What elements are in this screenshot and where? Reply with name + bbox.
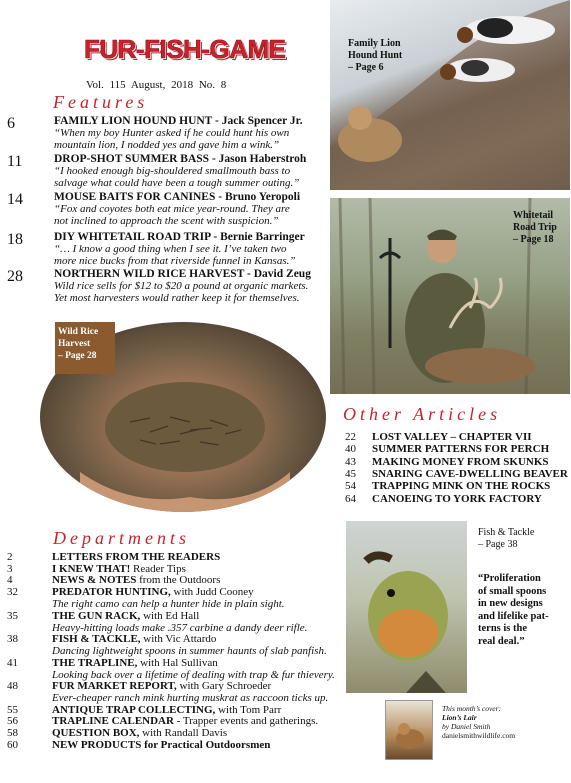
department-title: FUR MARKET REPORT, [52, 680, 177, 693]
article-entry[interactable] [345, 443, 549, 456]
department-page: 35 [7, 609, 18, 622]
department-page: 32 [7, 586, 18, 599]
feature-desc-line2: not inclined to approach the scent with suspicion.” [54, 215, 279, 227]
department-desc: Dancing lightweight spoons in summer haunts of slab panfish. [52, 645, 327, 658]
article-title: MAKING MONEY FROM SKUNKS [372, 455, 549, 468]
cover-thumbnail [385, 700, 433, 760]
department-page: 55 [7, 703, 18, 716]
lion-photo-caption: Family Lion Hound Hunt – Page 6 [348, 38, 403, 73]
article-entry[interactable] [345, 493, 542, 506]
article-page: 64 [345, 492, 356, 505]
department-subtitle: Reader Tips [130, 562, 186, 575]
cover-credit-artist: by Daniel Smith [442, 722, 491, 731]
feature-page: 11 [7, 153, 23, 170]
department-page: 3 [7, 562, 13, 575]
feature-desc-line1: “When my boy Hunter asked if he could hunt his own [54, 127, 290, 139]
department-subtitle: with Hal Sullivan [137, 656, 218, 669]
feature-author: Bruno Yeropoli [224, 191, 301, 203]
article-title: SUMMER PATTERNS FOR PERCH [372, 443, 550, 456]
feature-desc-line1: “I hooked enough big-shouldered smallmouth bass to [54, 165, 291, 177]
feature-title: FAMILY LION HOUND HUNT [54, 115, 213, 127]
department-desc: The right camo can help a hunter hide in plain sight. [52, 598, 285, 611]
feature-page: 28 [7, 268, 23, 285]
article-page: 54 [345, 480, 356, 493]
feature-author: Bernie Barringer [220, 231, 305, 243]
article-page: 40 [345, 443, 356, 456]
department-desc: Ever-cheaper ranch mink hurting muskrat as raccoon ticks up. [52, 692, 329, 705]
department-subtitle: with Judd Cooney [170, 586, 254, 599]
fish-photo [346, 521, 467, 693]
department-title: NEWS & NOTES [52, 574, 137, 587]
feature-desc-line2: mountain lion, I nodded yes and gave him a wink.” [54, 139, 280, 151]
article-title: TRAPPING MINK ON THE ROCKS [372, 480, 551, 493]
article-page: 22 [345, 431, 356, 443]
whitetail-photo-caption: Whitetail Road Trip – Page 18 [513, 210, 557, 245]
department-subtitle: - Trapper events and gatherings. [173, 715, 319, 728]
feature-page: 14 [7, 191, 23, 208]
department-title: I KNEW THAT! [52, 562, 131, 575]
rice-photo-caption: Wild Rice Harvest – Page 28 [58, 327, 99, 361]
feature-title: DROP-SHOT SUMMER BASS [54, 153, 210, 165]
departments-heading: Departments [53, 528, 190, 548]
issue-line: Vol. 115 August, 2018 No. 8 [86, 79, 227, 91]
feature-desc-line1: Wild rice sells for $12 to $20 a pound at organic markets. [54, 280, 309, 292]
article-entry[interactable] [345, 468, 568, 481]
department-subtitle: with Gary Schroeder [176, 680, 272, 693]
feature-desc-line2: salvage what could have been a tough summer outing.” [54, 177, 300, 189]
article-entry[interactable] [345, 431, 532, 444]
department-page: 41 [7, 656, 18, 669]
lion-hunt-photo [330, 0, 570, 190]
cover-credit-line1: This month’s cover: [442, 704, 502, 713]
feature-page: 6 [7, 115, 15, 132]
department-title: TRAPLINE CALENDAR [52, 715, 174, 728]
feature-title: DIY WHITETAIL ROAD TRIP [54, 231, 211, 243]
department-title: FISH & TACKLE, [52, 633, 141, 646]
department-page: 58 [7, 727, 18, 739]
feature-title: NORTHERN WILD RICE HARVEST [54, 268, 245, 280]
feature-desc-line2: Yet most harvesters would rather keep it for themselves. [54, 292, 300, 304]
department-title: LETTERS FROM THE READERS [52, 551, 221, 563]
feature-title: MOUSE BAITS FOR CANINES [54, 191, 216, 203]
feature-author: Jason Haberstroh [218, 153, 307, 165]
cover-credit-title: Lion’s Lair [442, 713, 477, 722]
cover-credit [442, 704, 515, 740]
department-subtitle: with Ed Hall [140, 609, 200, 622]
fish-photo-quote: “Proliferation of small spoons in new designs and lifelike pat- terns is the real deal.” [478, 573, 549, 647]
cover-credit-url: danielsmithwildlife.com [442, 731, 516, 740]
department-title: THE GUN RACK, [52, 609, 141, 622]
department-desc: Heavy-hitting loads make .357 carbine a dandy deer rifle. [52, 621, 308, 634]
magazine-logo: FUR-FISH-GAME [84, 34, 286, 64]
feature-author: David Zeug [253, 268, 311, 280]
department-subtitle: with Tom Parr [215, 703, 282, 716]
department-subtitle: with Vic Attardo [140, 633, 217, 646]
article-title: CANOEING TO YORK FACTORY [372, 492, 542, 505]
article-entry[interactable] [345, 480, 550, 493]
department-page: 48 [7, 680, 18, 693]
article-page: 45 [345, 467, 356, 480]
department-page: 2 [7, 551, 13, 563]
feature-author: Jack Spencer Jr. [221, 115, 303, 127]
department-page: 4 [7, 574, 13, 587]
article-entry[interactable] [345, 456, 549, 469]
department-page: 60 [7, 738, 18, 751]
department-page: 56 [7, 715, 18, 728]
article-title: SNARING CAVE-DWELLING BEAVER [372, 467, 568, 480]
department-page: 38 [7, 633, 18, 646]
feature-page: 18 [7, 231, 23, 248]
article-title: LOST VALLEY – CHAPTER VII [372, 431, 532, 443]
department-title: THE TRAPLINE, [52, 656, 138, 669]
feature-desc-line1: “… I know a good thing when I see it. I’ve taken two [54, 243, 287, 255]
department-subtitle: from the Outdoors [136, 574, 221, 587]
department-desc: Looking back over a lifetime of dealing with trap & fur thievery. [52, 668, 335, 681]
feature-desc-line1: “Fox and coyotes both eat mice year-round. They are [54, 203, 290, 215]
other-articles-heading: Other Articles [343, 404, 502, 424]
article-page: 43 [345, 455, 356, 468]
department-title: PREDATOR HUNTING, [52, 586, 171, 599]
feature-desc-line2: more nice bucks from that riverside funnel in Kansas.” [54, 255, 296, 267]
department-title: QUESTION BOX, [52, 727, 140, 739]
features-heading: Features [53, 92, 149, 112]
fish-photo-caption: Fish & Tackle – Page 38 [478, 527, 535, 550]
department-subtitle: with Randall Davis [139, 727, 228, 739]
department-title: NEW PRODUCTS for Practical Outdoorsmen [52, 738, 271, 751]
department-title: ANTIQUE TRAP COLLECTING, [52, 703, 216, 716]
